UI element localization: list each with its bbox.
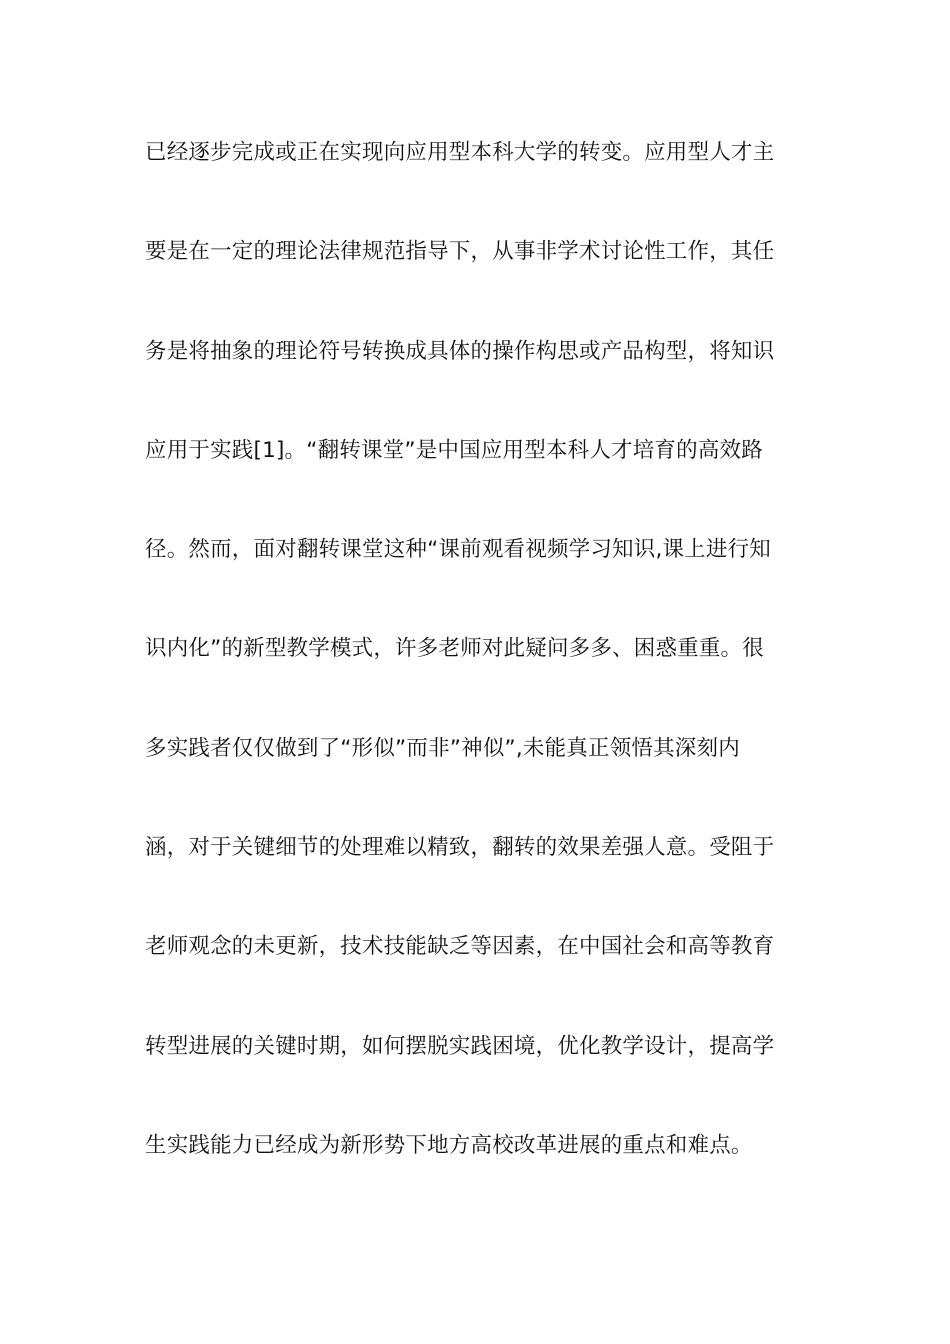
text-line: 识内化”的新型教学模式，许多老师对此疑问多多、困惑重重。很 <box>145 636 764 662</box>
text-line: 涵，对于关键细节的处理难以精致，翻转的效果差强人意。受阻于 <box>145 835 775 861</box>
text-line: 生实践能力已经成为新形势下地方高校改革进展的重点和难点。 <box>145 1132 753 1158</box>
body-paragraph <box>145 128 815 1220</box>
text-line: 老师观念的未更新，技术技能缺乏等因素，在中国社会和高等教育 <box>145 934 775 960</box>
text-line: 径。然而，面对翻转课堂这种“课前观看视频学习知识,课上进行知 <box>145 537 771 563</box>
text-line: 要是在一定的理论法律规范指导下，从事非学术讨论性工作，其任 <box>145 239 775 265</box>
text-line: 已经逐步完成或正在实现向应用型本科大学的转变。应用型人才主 <box>145 140 775 165</box>
text-line: 务是将抽象的理论符号转换成具体的操作构思或产品构型，将知识 <box>145 338 775 364</box>
text-line: 应用于实践[1]。“翻转课堂”是中国应用型本科人才培育的高效路 <box>145 437 763 463</box>
text-line: 转型进展的关键时期，如何摆脱实践困境，优化教学设计，提高学 <box>145 1033 775 1059</box>
text-line: 多实践者仅仅做到了“形似”而非”神似”,未能真正领悟其深刻内 <box>145 735 740 761</box>
